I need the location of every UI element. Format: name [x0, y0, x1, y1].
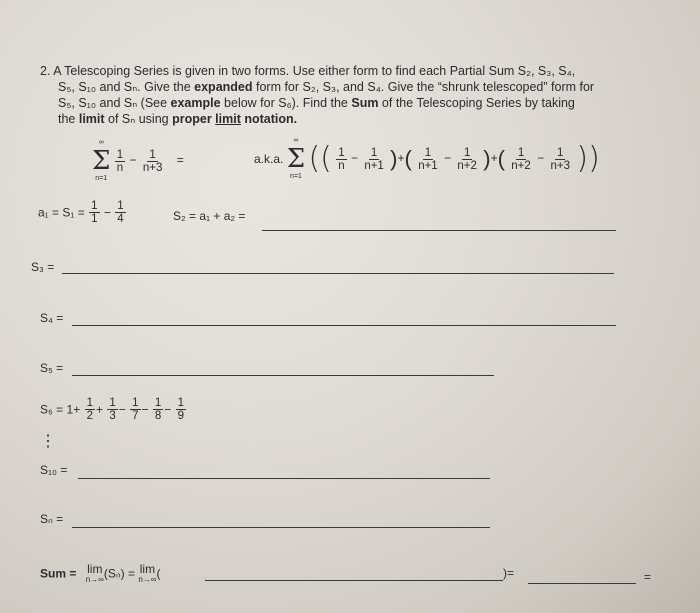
- sum-label: Sum =: [40, 566, 77, 581]
- lim-word-2: lim: [139, 562, 156, 576]
- s3-label: S₃ =: [31, 260, 55, 274]
- frac-den: n+3: [142, 161, 163, 174]
- problem-text-4c: of Sₙ using: [104, 112, 173, 126]
- problem-line-2: [58, 80, 594, 95]
- close-paren: ): [503, 566, 507, 580]
- keyword-limit: limit: [78, 112, 105, 126]
- s3-answer-line[interactable]: [62, 273, 614, 274]
- frac-num: 1: [338, 146, 345, 159]
- minus-sign: −: [129, 153, 137, 168]
- sigma-bottom: n=1: [95, 175, 108, 182]
- problem-text-2a: S₅, S₁₀ and Sₙ. Give the: [58, 80, 195, 94]
- problem-text-2c: form for S₂, S₃, and S₄. Give the “shrunk telescoped” form for: [252, 80, 595, 94]
- frac-num: 1: [177, 397, 185, 409]
- s4-answer-line[interactable]: [72, 325, 616, 326]
- open-paren: (: [156, 566, 161, 581]
- problem-line-4: [58, 112, 297, 127]
- sn-label: Sₙ =: [40, 512, 64, 526]
- equals-sign: =: [127, 566, 135, 581]
- s4-label: S₄ =: [40, 311, 64, 325]
- lim-word: lim: [87, 562, 103, 576]
- a1-s1-row: a₁ = S₁ = $\frac{1}{1}$ − $\frac{1}{4}$: [38, 200, 124, 225]
- frac-num: 1: [117, 200, 124, 212]
- minus-sign: −: [350, 151, 358, 166]
- keyword-limit-underlined: limit: [215, 112, 241, 126]
- problem-text-4a: the: [58, 112, 79, 126]
- vertical-dots: ⋮: [40, 433, 56, 450]
- frac-num: 1: [370, 146, 378, 159]
- s5-answer-line[interactable]: [72, 375, 494, 376]
- keyword-proper: proper: [172, 112, 212, 126]
- close-paren-eq: [503, 566, 514, 580]
- final-equals: =: [644, 570, 652, 584]
- sigma-top: ∞: [293, 137, 299, 144]
- keyword-expanded: expanded: [194, 80, 253, 94]
- s10-answer-line[interactable]: [78, 478, 490, 479]
- frac-den: n+2: [511, 159, 531, 172]
- keyword-notation: notation.: [240, 112, 298, 126]
- sum-row: [40, 563, 161, 584]
- problem-text-3c: below for S₆). Find the: [220, 96, 352, 110]
- frac-num: 1: [149, 148, 156, 161]
- problem-line-1: [40, 64, 575, 79]
- sigma-bottom: n=1: [289, 173, 302, 180]
- sigma-symbol-1: Σ: [92, 146, 111, 176]
- s2-label: S₂ = a₁ + a₂ =: [173, 209, 246, 223]
- frac-num: 1: [91, 200, 98, 212]
- frac-num: 1: [109, 397, 116, 409]
- series-form-1: [92, 138, 184, 184]
- series-form-2: a.k.a. ∞ Σ n=1 (( $\frac{1}{n}$ − $\frac{1}{n+1}$ )+( $\frac{1}{n+1}$ − $\frac{1}{n+2}$ )+( $\frac{1}{n+2}$ − $\frac{1}{n+3}$ )): [254, 137, 600, 180]
- frac-den: 2: [86, 410, 93, 422]
- frac-den: 9: [177, 410, 185, 422]
- keyword-example: example: [170, 96, 221, 110]
- lim-argument-line[interactable]: [205, 580, 503, 581]
- frac-num: 1: [132, 397, 139, 409]
- minus-sign: −: [444, 151, 452, 166]
- sum-answer-line[interactable]: [528, 583, 636, 584]
- s2-answer-line[interactable]: [262, 230, 616, 231]
- lim-argument: (Sₙ): [103, 566, 125, 581]
- frac-den: n+2: [457, 159, 477, 172]
- aka-label: a.k.a.: [254, 152, 284, 166]
- frac-num: 1: [424, 146, 432, 159]
- sn-answer-line[interactable]: [72, 527, 490, 528]
- a1-s1-label: a₁ = S₁ =: [38, 205, 85, 220]
- plus-sign: +: [397, 151, 405, 166]
- problem-text-3e: of the Telescoping Series by taking: [378, 96, 575, 110]
- plus-sign: +: [490, 151, 498, 166]
- frac-num: 1: [557, 146, 564, 159]
- s5-label: S₅ =: [40, 361, 64, 375]
- problem-text-3a: S₅, S₁₀ and Sₙ (See: [58, 96, 171, 110]
- frac-den: n+1: [418, 159, 438, 172]
- equals-sign: =: [176, 153, 184, 168]
- sigma-symbol-2: Σ: [286, 144, 306, 174]
- frac-den: n+3: [550, 159, 571, 172]
- frac-den: n: [338, 159, 345, 172]
- frac-num: 1: [86, 397, 93, 409]
- lim-subscript: n→∞: [85, 575, 104, 584]
- frac-den: 1: [91, 213, 98, 225]
- frac-den: 8: [154, 410, 162, 422]
- lim-subscript-2: n→∞: [138, 575, 157, 584]
- equals-sign-2: =: [507, 566, 515, 580]
- frac-num: 1: [154, 397, 162, 409]
- s6-example-row: S₆ = 1+ $\frac{1}{2}$ + $\frac{1}{3}$ − $\frac{1}{7}$ − $\frac{1}{8}$ − $\frac{1}{9}$: [40, 397, 185, 422]
- s6-label: S₆ =: [40, 402, 64, 417]
- frac-den: 7: [132, 410, 139, 422]
- frac-num: 1: [517, 146, 525, 159]
- keyword-sum: Sum: [351, 96, 379, 110]
- minus-sign: −: [537, 151, 545, 166]
- problem-text-1: A Telescoping Series is given in two forms. Use either form to find each Partial Sum S₂, S₃, S₄,: [53, 64, 576, 78]
- frac-den: 3: [109, 410, 116, 422]
- problem-number: 2.: [40, 64, 51, 78]
- frac-num: 1: [116, 148, 124, 161]
- problem-line-3: [58, 96, 575, 111]
- frac-den: n+1: [364, 159, 384, 172]
- frac-den: n: [116, 161, 124, 174]
- frac-num: 1: [463, 146, 471, 159]
- s6-one: 1: [66, 402, 74, 417]
- sigma-top: ∞: [98, 139, 104, 146]
- frac-den: 4: [117, 213, 124, 225]
- s10-label: S₁₀ =: [40, 463, 68, 477]
